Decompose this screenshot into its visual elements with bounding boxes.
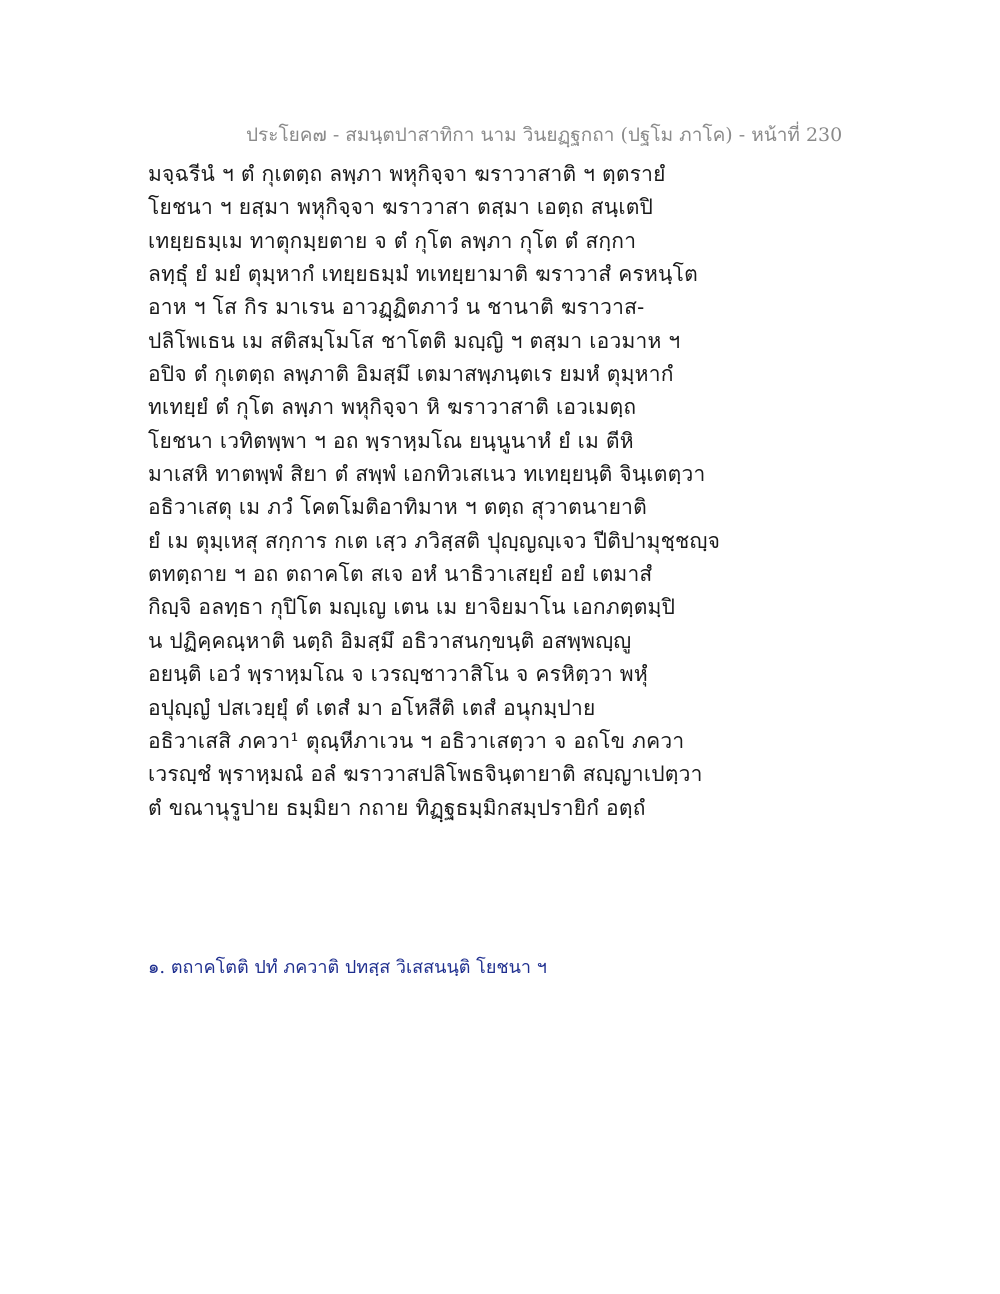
footnote: ๑. ตถาคโตติ ปทํ ภควาติ ปทสฺส วิเสสนนฺติ โยชนา ฯ — [148, 957, 547, 978]
text-line-5: อาห ฯ โส กิร มาเรน อาวฏฺฏิตภาวํ น ชานาติ ฆราวาส- — [148, 295, 645, 320]
text-line-7: อปิจ ตํ กุเตตฺถ ลพฺภาติ อิมสฺมึ เตมาสพฺภนฺตเร ยมหํ ตุมฺหากํ — [148, 362, 674, 387]
body-text — [148, 158, 848, 825]
text-line-4: ลทฺธุํ ยํ มยํ ตุมฺหากํ เทยฺยธมฺมํ ทเทยฺยามาติ ฆราวาสํ ครหนฺโต — [148, 262, 698, 287]
text-line-3: เทยฺยธมฺเม ทาตุกมฺยตาย จ ตํ กุโต ลพฺภา กุโต ตํ สกฺกา — [148, 228, 637, 253]
text-line-12: ยํ เม ตุมฺเหสุ สกฺการ กเต เสฺว ภวิสฺสติ ปุญฺญญฺเจว ปีติปามุชฺชญฺจ — [148, 528, 721, 553]
text-line-2: โยชนา ฯ ยสฺมา พหุกิจฺจา ฆราวาสา ตสฺมา เอตฺถ สนฺเตปิ — [148, 195, 654, 220]
text-line-13: ตทตฺถาย ฯ อถ ตถาคโต สเจ อหํ นาธิวาเสยฺยํ อยํ เตมาสํ — [148, 562, 653, 587]
text-line-8: ทเทยฺยํ ตํ กุโต ลพฺภา พหุกิจฺจา หิ ฆราวาสาติ เอวเมตฺถ — [148, 395, 637, 420]
text-line-16: อยนฺติ เอวํ พฺราหฺมโณ จ เวรญฺชาวาสิโน จ ครหิตฺวา พหุํ — [148, 662, 648, 687]
text-line-11: อธิวาเสตุ เม ภวํ โคตโมติอาทิมาห ฯ ตตฺถ สุวาตนายาติ — [148, 495, 647, 520]
text-line-9: โยชนา เวทิตพฺพา ฯ อถ พฺราหฺมโณ ยนฺนูนาหํ ยํ เม ตีหิ — [148, 428, 634, 453]
text-line-15: น ปฏิคฺคณฺหาติ นตฺถิ อิมสฺมึ อธิวาสนกฺขนฺติ อสพฺพญฺญู — [148, 628, 632, 653]
text-line-6: ปลิโพเธน เม สติสมฺโมโส ชาโตติ มญฺญิ ฯ ตสฺมา เอวมาห ฯ — [148, 328, 681, 353]
running-header: ประโยค๗ - สมนฺตปาสาทิกา นาม วินยฏฺฐกถา (ปฐโม ภาโค) - หน้าที่ 230 — [246, 124, 843, 146]
text-line-14: กิญฺจิ อลทฺธา กุปิโต มญฺเญ เตน เม ยาจิยมาโน เอกภตฺตมฺปิ — [148, 595, 676, 620]
text-line-18: อธิวาเสสิ ภควา¹ ตุณฺหีภาเวน ฯ อธิวาเสตฺวา จ อถโข ภควา — [148, 728, 685, 753]
text-line-19: เวรญฺชํ พฺราหฺมณํ อลํ ฆราวาสปลิโพธจินฺตายาติ สญฺญาเปตฺวา — [148, 762, 703, 787]
text-line-10: มาเสหิ ทาตพฺพํ สิยา ตํ สพฺพํ เอกทิวเสเนว ทเทยฺยนฺติ จินฺเตตฺวา — [148, 462, 706, 487]
text-line-17: อปุญฺญํ ปสเวยฺยุํ ตํ เตสํ มา อโหสีติ เตสํ อนุกมฺปาย — [148, 695, 596, 720]
text-line-20: ตํ ขณานุรูปาย ธมฺมิยา กถาย ทิฏฺฐธมฺมิกสมฺปรายิกํ อตฺถํ — [148, 795, 646, 820]
text-line-1: มจฺฉรีนํ ฯ ตํ กุเตตฺถ ลพฺภา พหุกิจฺจา ฆราวาสาติ ฯ ตฺตรายํ — [148, 162, 666, 186]
